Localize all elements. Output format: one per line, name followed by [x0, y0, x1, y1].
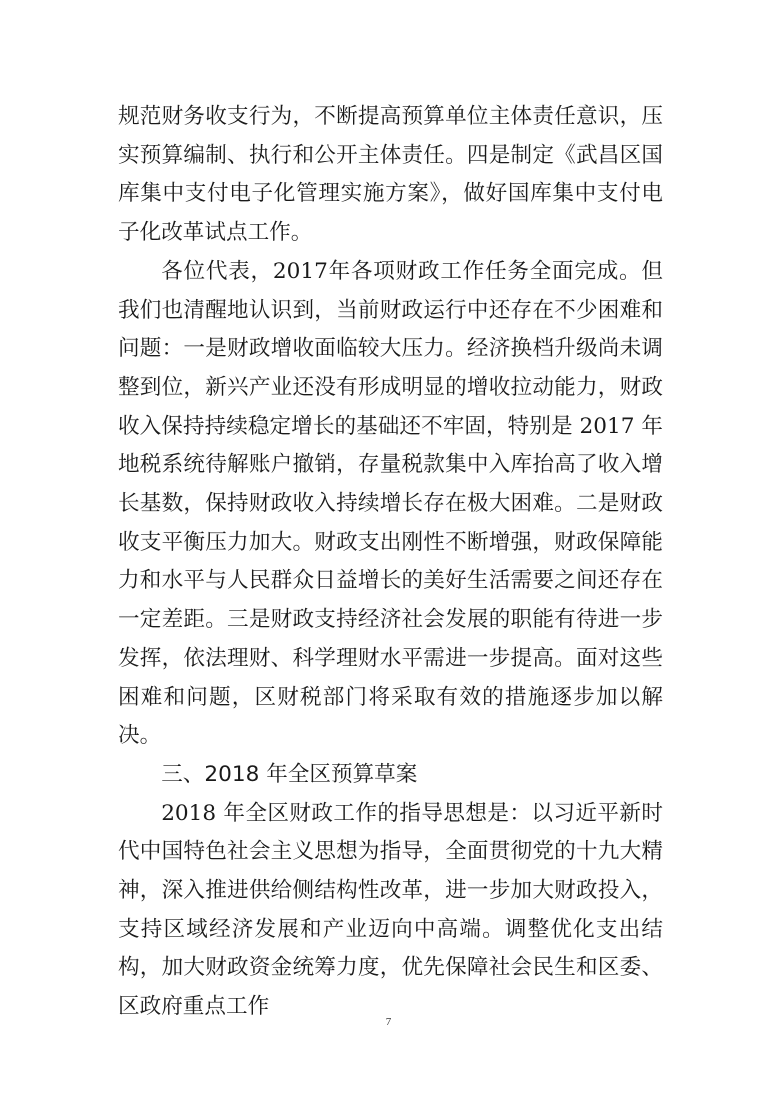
section-heading: 三、2018 年全区预算草案 — [161, 761, 418, 787]
paragraph-continuation: 规范财务收支行为，不断提高预算单位主体责任意识，压实预算编制、执行和公开主体责任。四是制定《武昌区国库集中支付电子化管理实施方案》，做好国库集中支付电子化改革试点工作。 — [118, 104, 663, 246]
paragraph-guiding-ideology: 2018 年全区财政工作的指导思想是：以习近平新时代中国特色社会主义思想为指导，全面贯彻党的十九大精神，深入推进供给侧结构性改革，进一步加大财政投入，支持区域经济发展和产业迈向中高端。调整优化支出结构，加大财政资金统筹力度，优先保障社会民生和区委、区政府重点工作 — [118, 800, 663, 1020]
page-number: 7 — [385, 1016, 392, 1028]
paragraph-difficulties: 各位代表，2017年各项财政工作任务全面完成。但我们也清醒地认识到，当前财政运行中还存在不少困难和问题：一是财政增收面临较大压力。经济换档升级尚未调整到位，新兴产业还没有形成明显的增收拉动能力，财政收入保持持续稳定增长的基础还不牢固，特别是 2017 年地税系统待解账户撤销，存量税款集中入库抬高了收入增长基数，保持财政收入持续增长存在极大困难。二是财政收支平衡压力加大。财政支出刚性不断增强，财政保障能力和水平与人民群众日益增长的美好生活需要之间还存在一定差距。三是财政支持经济社会发展的职能有待进一步发挥，依法理财、科学理财水平需进一步提高。面对这些困难和问题，区财税部门将采取有效的措施逐步加以解决。 — [118, 258, 663, 749]
document-body — [118, 98, 663, 1027]
